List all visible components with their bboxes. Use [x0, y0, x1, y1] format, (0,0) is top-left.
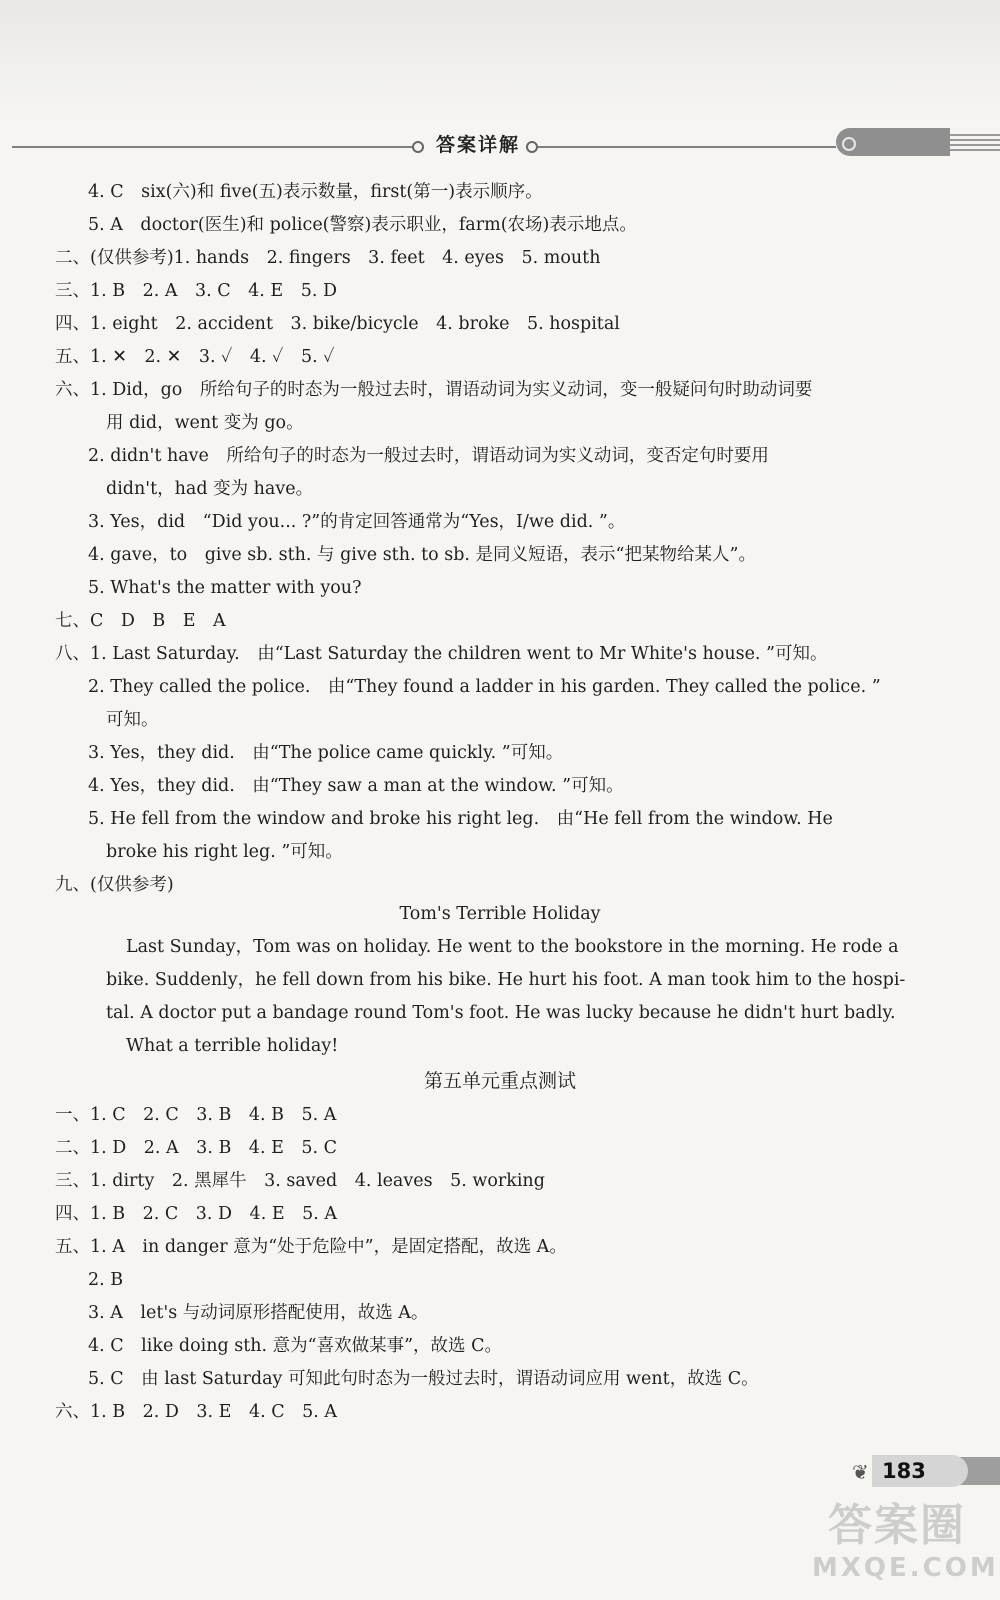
text-line: 五、1. ✕ 2. ✕ 3. ✓ 4. ✓ 5. ✓	[55, 347, 335, 367]
text-line: 5. What's the matter with you?	[88, 578, 362, 598]
page-top-shadow	[0, 0, 1000, 118]
text-line: 六、1. B 2. D 3. E 4. C 5. A	[55, 1402, 337, 1422]
header-stripes	[950, 134, 1000, 152]
watermark	[812, 1500, 999, 1584]
essay-line: Last Sunday，Tom was on holiday. He went to the bookstore in the morning. He rode a	[126, 937, 899, 957]
essay-line: tal. A doctor put a bandage round Tom's foot. He was lucky because he didn't hurt badly.	[106, 1003, 896, 1023]
text-line: didn't，had 变为 have。	[106, 479, 314, 499]
header-rule-right	[538, 146, 836, 148]
text-line: 4. gave，to give sb. sth. 与 give sth. to sb. 是同义短语，表示“把某物给某人”。	[88, 545, 756, 565]
text-line: 4. Yes，they did. 由“They saw a man at the window. ”可知。	[88, 776, 624, 796]
essay-line: bike. Suddenly，he fell down from his bike. He hurt his foot. A man took him to the hospi-	[106, 970, 906, 990]
text-line: 3. Yes，they did. 由“The police came quickly. ”可知。	[88, 743, 564, 763]
text-line: 四、1. eight 2. accident 3. bike/bicycle 4. broke 5. hospital	[55, 314, 620, 334]
text-line: 七、C D B E A	[55, 611, 226, 631]
watermark-url: MXQE.COM	[812, 1553, 999, 1583]
header-dot-right	[526, 141, 538, 153]
text-line: 2. didn't have 所给句子的时态为一般过去时，谓语动词为实义动词，变否定句时要用	[88, 446, 769, 466]
text-line: 4. C like doing sth. 意为“喜欢做某事”，故选 C。	[88, 1336, 502, 1356]
header-ring-icon	[842, 137, 856, 151]
header-dot-left	[412, 141, 424, 153]
text-line: 三、1. B 2. A 3. C 4. E 5. D	[55, 281, 337, 301]
text-line: 九、(仅供参考)	[55, 875, 174, 895]
section-title: 第五单元重点测试	[423, 1070, 576, 1092]
page-number: 183	[872, 1455, 968, 1487]
text-line: 5. A doctor(医生)和 police(警察)表示职业，farm(农场)表示地点。	[88, 215, 637, 235]
text-line: 5. C 由 last Saturday 可知此句时态为一般过去时，谓语动词应用 went，故选 C。	[88, 1369, 759, 1389]
header-rule-left	[12, 146, 416, 148]
text-line: broke his right leg. ”可知。	[106, 842, 343, 862]
watermark-logo-text: 答案圈	[828, 1500, 966, 1551]
essay-title: Tom's Terrible Holiday	[399, 904, 601, 924]
text-line: 用 did，went 变为 go。	[106, 413, 304, 433]
text-line: 5. He fell from the window and broke his right leg. 由“He fell from the window. He	[88, 809, 833, 829]
text-line: 三、1. dirty 2. 黑犀牛 3. saved 4. leaves 5. working	[55, 1171, 545, 1191]
leaf-icon: ❦	[852, 1460, 869, 1484]
text-line: 五、1. A in danger 意为“处于危险中”，是固定搭配，故选 A。	[55, 1237, 567, 1257]
essay-line: What a terrible holiday!	[126, 1036, 339, 1056]
text-line: 六、1. Did，go 所给句子的时态为一般过去时，谓语动词为实义动词，变一般疑问句时助动词要	[55, 380, 813, 400]
text-line: 2. They called the police. 由“They found a ladder in his garden. They called the police. ”	[88, 677, 881, 697]
text-line: 一、1. C 2. C 3. B 4. B 5. A	[55, 1105, 337, 1125]
text-line: 4. C six(六)和 five(五)表示数量，first(第一)表示顺序。	[88, 182, 543, 202]
text-line: 二、1. D 2. A 3. B 4. E 5. C	[55, 1138, 337, 1158]
header-title: 答案详解	[436, 134, 521, 156]
text-line: 八、1. Last Saturday. 由“Last Saturday the children went to Mr White's house. ”可知。	[55, 644, 828, 664]
text-line: 四、1. B 2. C 3. D 4. E 5. A	[55, 1204, 337, 1224]
text-line: 3. Yes，did “Did you... ?”的肯定回答通常为“Yes，I/we did. ”。	[88, 512, 626, 532]
text-line: 2. B	[88, 1270, 124, 1290]
text-line: 二、(仅供参考)1. hands 2. fingers 3. feet 4. eyes 5. mouth	[55, 248, 601, 268]
text-line: 3. A let's 与动词原形搭配使用，故选 A。	[88, 1303, 429, 1323]
text-line: 可知。	[106, 710, 159, 730]
